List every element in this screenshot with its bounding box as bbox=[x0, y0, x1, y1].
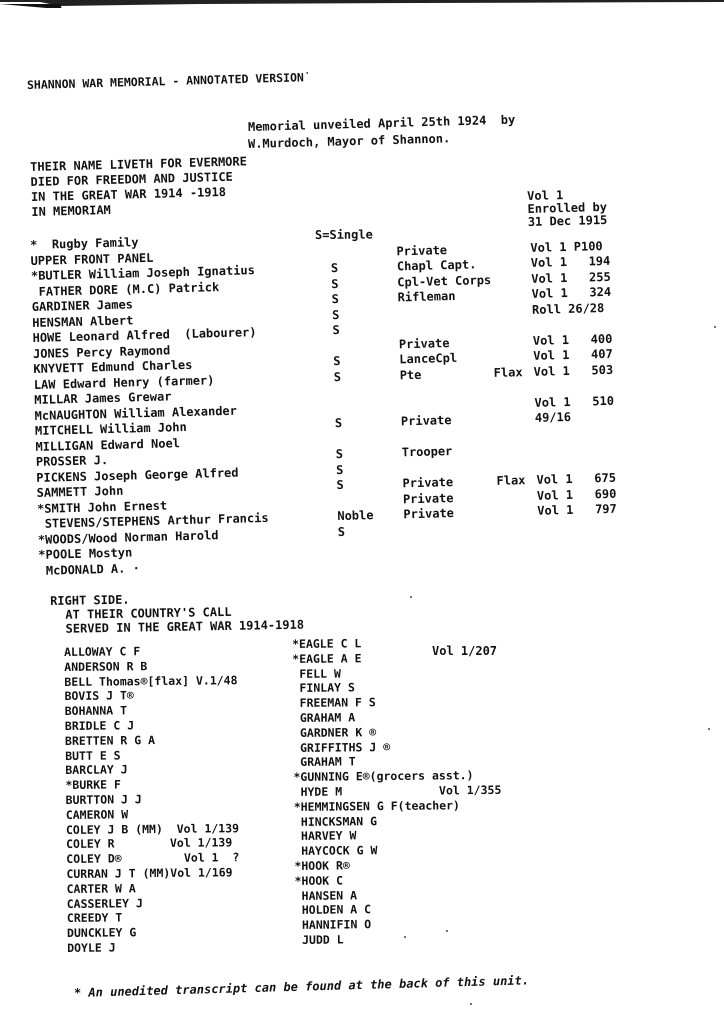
rank: Private bbox=[402, 490, 454, 506]
soldier-name: UPPER FRONT PANEL bbox=[30, 250, 154, 268]
name-entry: *EAGLE A E bbox=[292, 651, 362, 666]
name-entry: HOLDEN A C bbox=[294, 902, 372, 918]
single-status: S bbox=[331, 276, 339, 291]
enrolment-line: Vol 1 bbox=[526, 188, 564, 203]
document-title: SHANNON WAR MEMORIAL - ANNOTATED VERSION˙ bbox=[26, 70, 311, 92]
single-status: S bbox=[334, 415, 343, 431]
name-entry: COLEY R Vol 1/139 bbox=[66, 835, 233, 852]
rank: Private bbox=[400, 413, 452, 429]
name-entry: HANSEN A bbox=[294, 887, 358, 903]
soldier-name: HOWE Leonard Alfred (Labourer) bbox=[32, 325, 257, 345]
name-entry: HINCKSMAN G bbox=[293, 813, 378, 829]
name-entry: BARCLAY J bbox=[65, 762, 128, 778]
volume-ref: Vol 1 324 bbox=[531, 284, 612, 301]
name-entry: GRAHAM T bbox=[293, 754, 356, 770]
enrolment-line: Enrolled by bbox=[527, 199, 608, 216]
single-status: S bbox=[333, 369, 342, 384]
inscription-line: IN MEMORIAM bbox=[31, 202, 112, 219]
soldier-name: *BUTLER William Joseph Ignatius bbox=[30, 263, 256, 283]
name-entry: HAYCOCK G W bbox=[294, 843, 378, 859]
soldier-name: KNYVETT Edmund Charles bbox=[33, 357, 193, 376]
soldier-name: *WOODS/Wood Norman Harold bbox=[37, 527, 219, 547]
name-entry: COLEY J B (MM) Vol 1/139 bbox=[65, 820, 240, 837]
name-entry: FREEMAN F S bbox=[292, 695, 376, 711]
soldier-name: FATHER DORE (M.C) Patrick bbox=[31, 279, 220, 299]
volume-ref: Vol 1 797 bbox=[537, 501, 617, 518]
name-entry: *HOOK C bbox=[294, 873, 344, 888]
volume-ref: Roll 26/28 bbox=[531, 300, 605, 317]
volume-ref: 49/16 bbox=[534, 409, 572, 425]
rank: Private bbox=[396, 242, 448, 258]
single-key-legend: S=Single bbox=[314, 227, 373, 242]
soldier-name: MITCHELL William John bbox=[34, 419, 187, 438]
rank: Private bbox=[398, 335, 450, 351]
rank: Private bbox=[402, 475, 454, 491]
single-status: S bbox=[335, 446, 344, 462]
name-entry: BRETTEN R G A bbox=[64, 732, 156, 748]
name-entry: DUNCKLEY G bbox=[66, 925, 137, 941]
flax-note: Flax bbox=[493, 364, 523, 380]
name-entry: HARVEY W bbox=[294, 828, 357, 844]
name-entry: *BURKE F bbox=[65, 777, 121, 793]
soldier-name: MILLAR James Grewar bbox=[34, 389, 172, 407]
name-entry: FINLAY S bbox=[292, 680, 355, 696]
volume-note: Vol 1/207 bbox=[432, 644, 498, 658]
name-entry: BELL Thomas®[flax] V.1/48 bbox=[64, 672, 238, 689]
name-entry: CARTER W A bbox=[66, 881, 136, 896]
soldier-name: McNAUGHTON William Alexander bbox=[34, 403, 238, 423]
soldier-name: * Rugby Family bbox=[30, 235, 139, 252]
right-side-names-left bbox=[64, 643, 240, 956]
soldier-name: HENSMAN Albert bbox=[32, 312, 134, 330]
rank: Chapl Capt. bbox=[396, 257, 477, 274]
right-side-heading-block bbox=[50, 590, 304, 636]
name-entry: GRIFFITHS J ® bbox=[293, 739, 391, 755]
soldier-name: LAW Edward Henry (farmer) bbox=[33, 372, 215, 392]
name-entry: BRIDLE C J bbox=[64, 718, 135, 733]
volume-ref: Vol 1 503 bbox=[533, 362, 614, 379]
right-side-line: AT THEIR COUNTRY'S CALL bbox=[65, 604, 232, 622]
name-entry: CASSERLEY J bbox=[66, 895, 143, 911]
soldier-name: PICKENS Joseph George Alfred bbox=[36, 465, 239, 485]
name-entry: *HEMMINGSEN G F(teacher) bbox=[293, 798, 461, 814]
single-status: S bbox=[331, 291, 340, 307]
name-entry: CAMERON W bbox=[65, 807, 129, 822]
name-entry: CURRAN J T (MM)Vol 1/169 bbox=[66, 865, 233, 881]
volume-ref: Vol 1 510 bbox=[534, 393, 615, 410]
single-status: S bbox=[335, 462, 344, 477]
single-status: S bbox=[337, 524, 346, 539]
rank: Pte bbox=[399, 367, 422, 382]
name-entry: *EAGLE C L bbox=[292, 636, 362, 651]
single-status: S bbox=[333, 353, 341, 369]
flax-note: Flax bbox=[496, 473, 526, 488]
right-side-line: SERVED IN THE GREAT WAR 1914-1918 bbox=[65, 617, 305, 636]
soldier-name: McDONALD A. · bbox=[38, 560, 141, 578]
volume-ref: Vol 1 400 bbox=[532, 331, 613, 348]
volume-ref: Vol 1 P100 bbox=[530, 238, 603, 255]
unveiled-line-2: W.Murdoch, Mayor of Shannon. bbox=[247, 131, 451, 151]
volume-ref: Vol 1 194 bbox=[530, 253, 611, 270]
right-side-heading: RIGHT SIDE. bbox=[50, 592, 130, 608]
enrolment-line: 31 Dec 1915 bbox=[527, 212, 608, 229]
name-entry: BOVIS J T® bbox=[64, 688, 134, 704]
front-panel-list bbox=[30, 221, 699, 579]
volume-ref: Vol 1 690 bbox=[536, 486, 617, 503]
name-entry: ANDERSON R B bbox=[64, 658, 148, 674]
single-status: Noble bbox=[337, 508, 374, 524]
rank: Rifleman bbox=[397, 288, 456, 305]
soldier-name: JONES Percy Raymond bbox=[32, 342, 171, 361]
name-entry: *HOOK R® bbox=[294, 858, 350, 873]
soldier-name: SAMMETT John bbox=[36, 483, 124, 500]
name-entry: FELL W bbox=[292, 666, 341, 681]
rank: Trooper bbox=[401, 444, 453, 460]
single-status: S bbox=[331, 307, 340, 322]
soldier-name: *POOLE Mostyn bbox=[38, 545, 133, 562]
soldier-name: PROSSER J. bbox=[35, 453, 109, 469]
right-side-names-right bbox=[292, 635, 503, 948]
memorial-inscription bbox=[30, 154, 248, 220]
name-entry: BOHANNA T bbox=[64, 703, 128, 719]
rank: Cpl-Vet Corps bbox=[397, 272, 492, 289]
inscription-line: THEIR NAME LIVETH FOR EVERMORE bbox=[30, 154, 248, 174]
rank: LanceCpl bbox=[399, 350, 458, 367]
name-entry: HANNIFIN O bbox=[294, 917, 372, 933]
name-entry: HYDE M Vol 1/355 bbox=[293, 782, 502, 799]
rank: Private bbox=[403, 505, 455, 522]
volume-ref: Vol 1 407 bbox=[533, 346, 613, 363]
single-status: S bbox=[330, 260, 339, 276]
name-entry: BUTT E S bbox=[65, 747, 121, 763]
footer-note: * An unedited transcript can be found at the back of this unit. bbox=[73, 973, 530, 1000]
name-entry: BURTTON J J bbox=[65, 792, 142, 807]
name-entry: GARDNER K ® bbox=[292, 724, 377, 740]
single-status: S bbox=[332, 322, 340, 338]
soldier-name: *SMITH John Ernest bbox=[36, 498, 168, 516]
name-entry: JUDD L bbox=[295, 932, 344, 947]
inscription-line: DIED FOR FREEDOM AND JUSTICE bbox=[30, 169, 233, 189]
volume-ref: Vol 1 675 bbox=[536, 470, 617, 487]
scan-edge-bar bbox=[0, 0, 724, 6]
name-entry: DOYLE J bbox=[67, 940, 116, 955]
name-entry: CREEDY T bbox=[66, 910, 123, 926]
soldier-name: STEVENS/STEPHENS Arthur Francis bbox=[37, 510, 269, 531]
soldier-name: GARDINER James bbox=[31, 297, 134, 314]
inscription-line: IN THE GREAT WAR 1914 -1918 bbox=[30, 184, 227, 204]
soldier-name: MILLIGAN Edward Noel bbox=[35, 435, 181, 454]
single-status: S bbox=[336, 477, 344, 493]
volume-ref: Vol 1 255 bbox=[531, 269, 611, 286]
name-entry: *GUNNING E®(grocers asst.) bbox=[293, 768, 474, 785]
name-entry: GRAHAM A bbox=[292, 710, 356, 725]
name-entry: ALLOWAY C F bbox=[64, 644, 141, 659]
unveiled-line-1: Memorial unveiled April 25th 1924 by bbox=[247, 112, 516, 134]
name-entry: COLEY D® Vol 1 ? bbox=[66, 850, 240, 867]
